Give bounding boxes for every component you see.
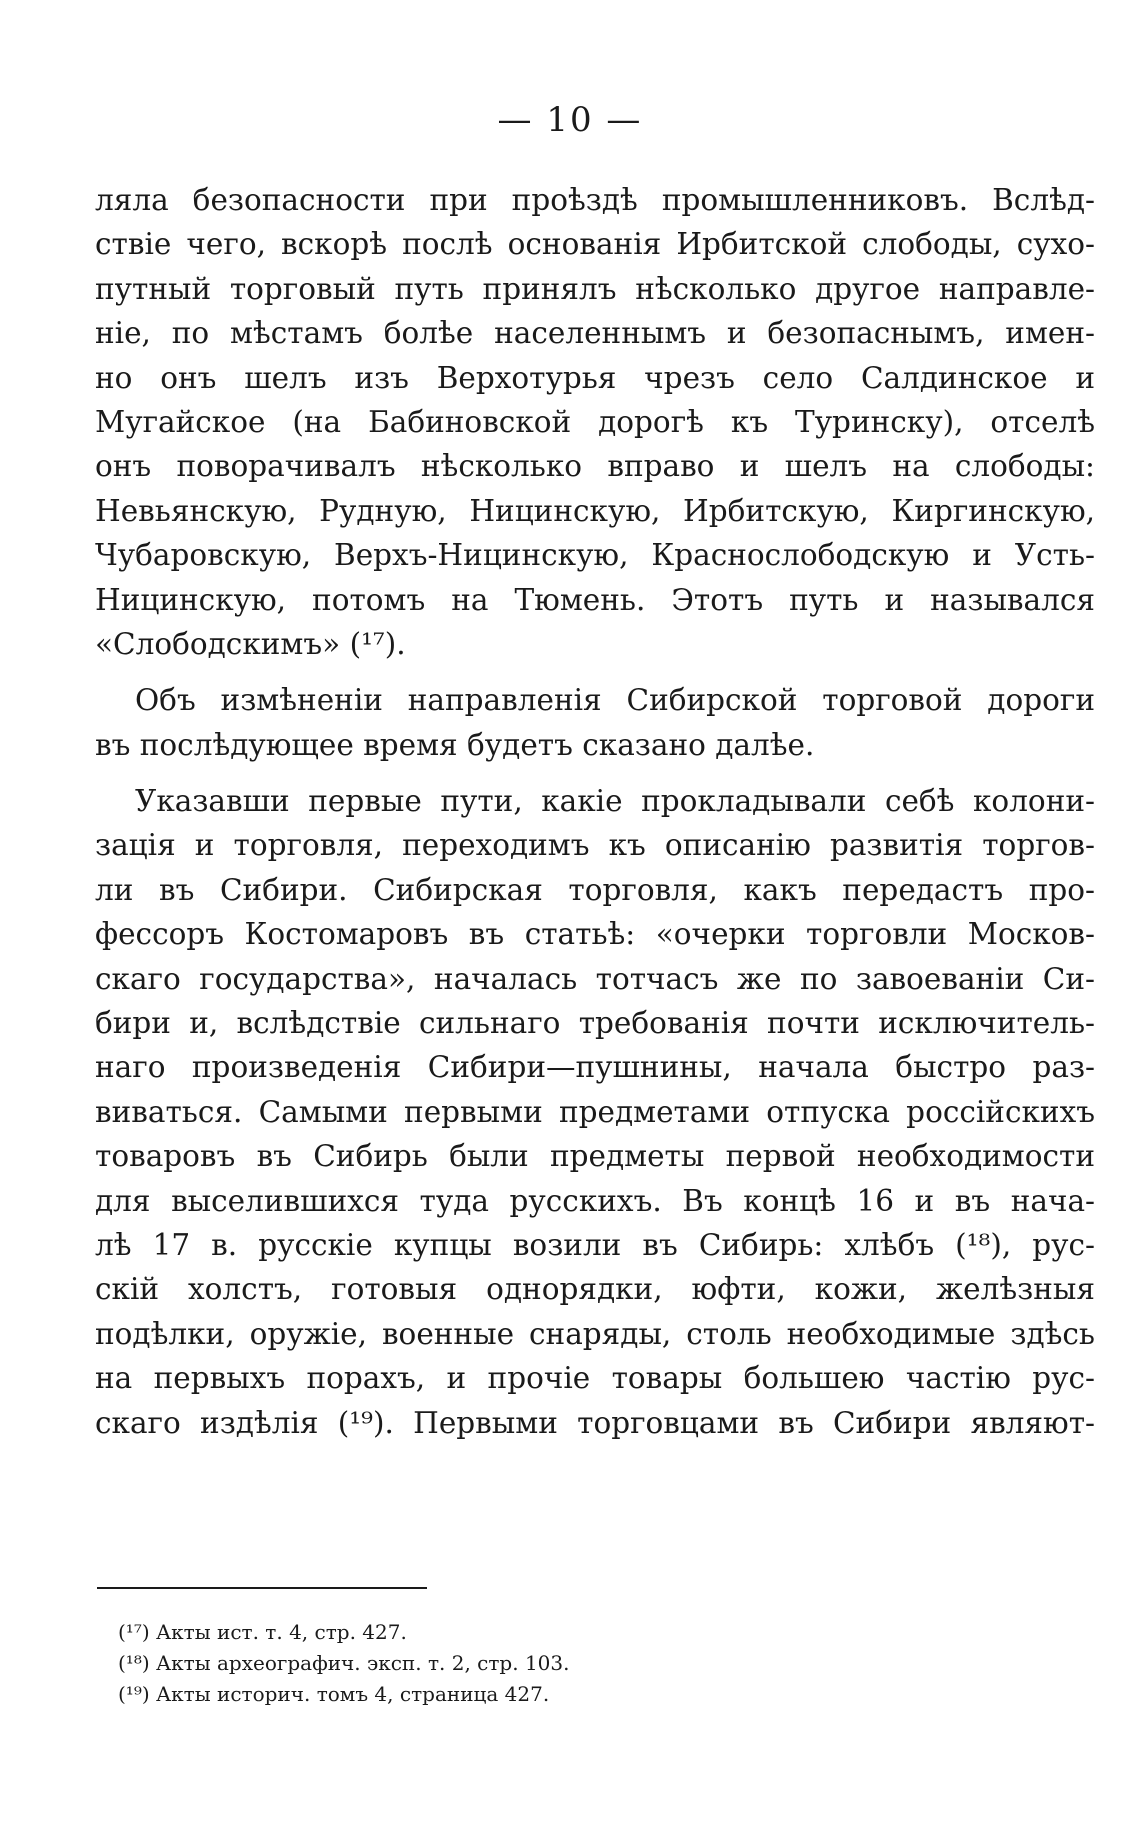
text-line: зація и торговля, переходимъ къ описанію развитія торгов- xyxy=(95,828,1095,863)
text-line: скій холстъ, готовыя однорядки, юфти, кожи, желѣзныя xyxy=(95,1272,1095,1307)
text-line: Невьянскую, Рудную, Ницинскую, Ирбитскую, Киргинскую, xyxy=(95,493,1095,528)
text-line: путный торговый путь принялъ нѣсколько другое направле- xyxy=(95,271,1095,306)
footnotes xyxy=(118,1617,1018,1710)
text-line: но онъ шелъ изъ Верхотурья чрезъ село Салдинское и xyxy=(95,360,1095,395)
text-line: товаровъ въ Сибирь были предметы первой необходимости xyxy=(95,1139,1095,1174)
text-line: въ послѣдующее время будетъ сказано далѣе. xyxy=(95,727,815,762)
text-line: онъ поворачивалъ нѣсколько вправо и шелъ на слободы: xyxy=(95,449,1095,484)
text-line: на первыхъ порахъ, и прочіе товары большею частію рус- xyxy=(95,1361,1095,1396)
text-line: фессоръ Костомаровъ въ статьѣ: «очерки торговли Москов- xyxy=(95,917,1095,952)
text-line: виваться. Самыми первыми предметами отпуска россійскихъ xyxy=(95,1094,1095,1129)
text-line: бири и, вслѣдствіе сильнаго требованія почти исключитель- xyxy=(95,1006,1095,1041)
text-line: скаго издѣлія (¹⁹). Первыми торговцами въ Сибири являют- xyxy=(95,1405,1095,1440)
text-line: Объ измѣненіи направленія Сибирской торговой дороги xyxy=(135,683,1095,718)
text-line: ляла безопасности при проѣздѣ промышленниковъ. Вслѣд- xyxy=(95,183,1095,217)
text-line: скаго государства», началась тотчасъ же по завоеваніи Си- xyxy=(95,961,1095,996)
footnote-19: (¹⁹) Акты историч. томъ 4, страница 427. xyxy=(118,1682,550,1706)
text-line: Указавши первые пути, какіе прокладывали себѣ колони- xyxy=(135,784,1095,819)
text-line: Чубаровскую, Верхъ-Ницинскую, Краснослободскую и Усть- xyxy=(95,538,1095,573)
page-number: — 10 — xyxy=(497,100,643,140)
body-text xyxy=(95,178,1095,1445)
text-line: для выселившихся туда русскихъ. Въ концѣ 16 и въ нача- xyxy=(95,1183,1095,1218)
text-line: ли въ Сибири. Сибирская торговля, какъ передастъ про- xyxy=(95,872,1095,907)
text-line: «Слободскимъ» (¹⁷). xyxy=(95,626,406,661)
text-line: лѣ 17 в. русскіе купцы возили въ Сибирь: хлѣбъ (¹⁸), рус- xyxy=(95,1227,1095,1262)
paragraph-spacing xyxy=(95,767,1095,779)
footnote-17: (¹⁷) Акты ист. т. 4, стр. 427. xyxy=(118,1620,407,1644)
text-line: ствіе чего, вскорѣ послѣ основанія Ирбитской слободы, сухо- xyxy=(95,227,1095,262)
paragraph-1 xyxy=(95,178,1095,666)
paragraph-3 xyxy=(95,779,1095,1445)
text-line: подѣлки, оружіе, военные снаряды, столь необходимые здѣсь xyxy=(95,1316,1095,1351)
text-line: наго произведенія Сибири—пушнины, начала быстро раз- xyxy=(95,1050,1095,1085)
paragraph-spacing xyxy=(95,666,1095,678)
text-line: Ницинскую, потомъ на Тюмень. Этотъ путь и назывался xyxy=(95,582,1095,617)
text-line: Мугайское (на Бабиновской дорогѣ къ Туринску), отселѣ xyxy=(95,404,1095,439)
paragraph-2 xyxy=(95,678,1095,767)
footnote-divider xyxy=(97,1587,427,1589)
footnote-18: (¹⁸) Акты археографич. эксп. т. 2, стр. 103. xyxy=(118,1651,570,1675)
text-line: ніе, по мѣстамъ болѣе населеннымъ и безопаснымъ, имен- xyxy=(95,316,1095,351)
